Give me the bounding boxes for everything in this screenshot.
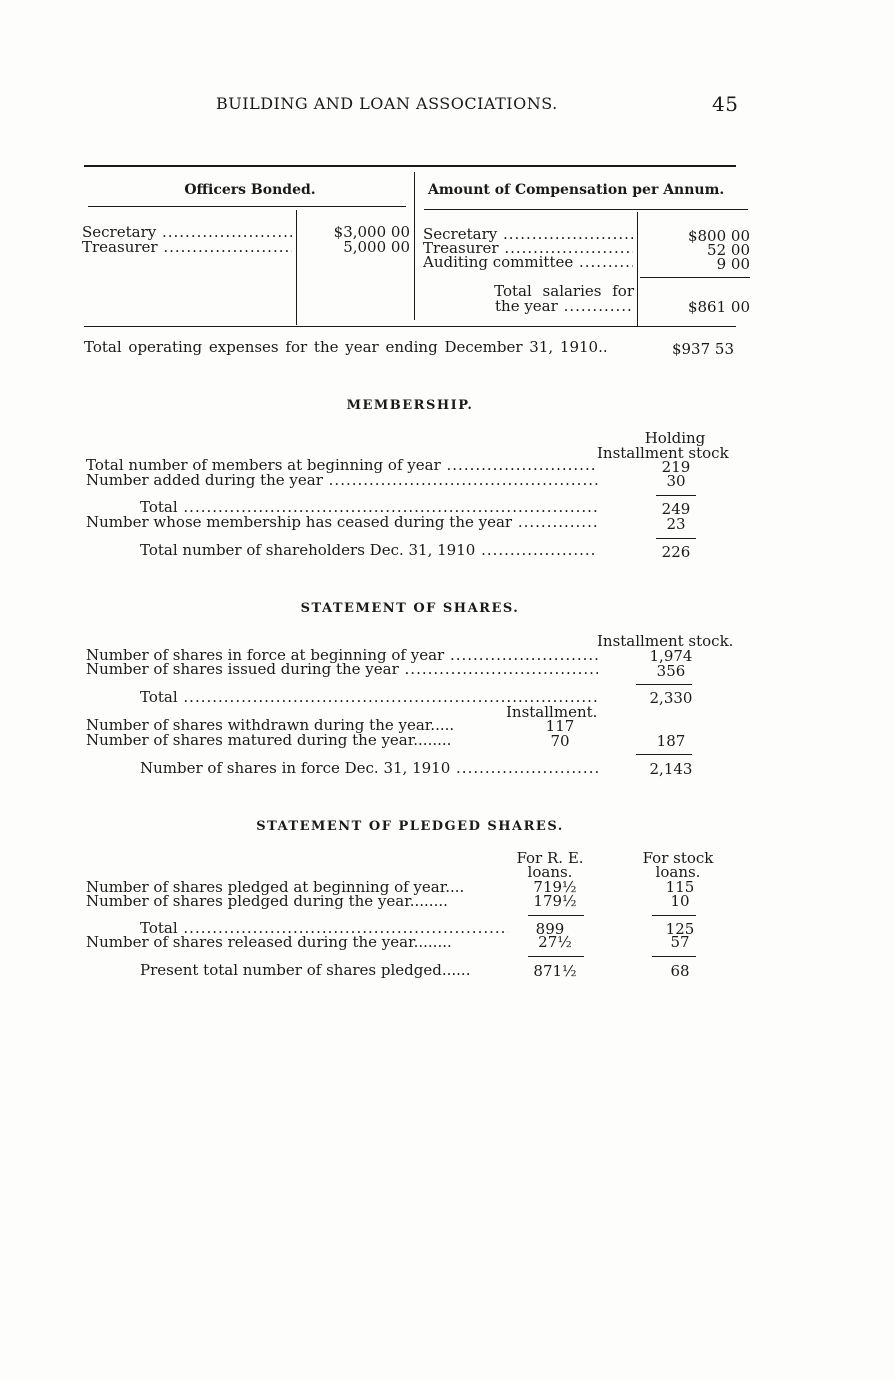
bonded-amount-divider: [296, 210, 297, 325]
pledged-row-stock: 125: [665, 920, 695, 938]
total-salaries-label: Total salaries for: [494, 282, 634, 300]
pledged-row-stock: 115: [665, 878, 695, 896]
pledged-row-label: Number of shares pledged at beginning of year....: [86, 878, 465, 896]
membership-row-label: Total .....: [140, 499, 598, 515]
shares-row-label: Number of shares withdrawn during the year.....: [86, 716, 455, 734]
pledged-row-re: 27½: [538, 933, 572, 951]
shares-row-label: Number of shares issued during the year .....: [86, 661, 598, 677]
membership-column-head: Installment stock: [597, 444, 729, 462]
shares-row-label: Number of shares in force at beginning of year .....: [86, 647, 598, 663]
compensation-heading-rule: [424, 209, 748, 210]
membership-row-value: 23: [666, 515, 686, 533]
pledged-row-re: 179½: [533, 892, 577, 910]
compensation-row-amount: $800 00: [687, 227, 750, 245]
pledged-stock-column-head: For stock: [642, 849, 714, 867]
pledged-re-column-head: For R. E.: [516, 849, 584, 867]
pledged-sum-rule: [528, 956, 584, 957]
membership-sum-rule: [656, 495, 696, 496]
pledged-sum-rule: [652, 915, 696, 916]
membership-column-head: Holding: [644, 429, 706, 447]
table-bottom-rule: [84, 326, 736, 327]
membership-row-value: 249: [661, 500, 691, 518]
operating-expenses-label: Total operating expenses for the year ending December 31, 1910..: [84, 338, 608, 356]
compensation-subtotal-rule: [640, 277, 750, 278]
membership-row-value: 226: [661, 543, 691, 561]
compensation-row-label: Secretary .....: [423, 226, 633, 242]
compensation-row-amount: 52 00: [707, 241, 750, 259]
shares-row-value: 1,974: [649, 647, 693, 665]
shares-sum-rule: [636, 684, 692, 685]
pledged-title: STATEMENT OF PLEDGED SHARES.: [256, 819, 564, 834]
shares-column-head: Installment stock.: [597, 632, 734, 650]
pledged-row-stock: 68: [670, 962, 690, 980]
pledged-row-re: 871½: [533, 962, 577, 980]
bonded-row-label: Treasurer .....: [82, 239, 292, 255]
officers-bonded-heading: Officers Bonded.: [184, 182, 316, 198]
shares-row-value: 2,330: [649, 689, 693, 707]
pledged-stock-column-head: loans.: [655, 863, 701, 881]
pledged-sum-rule: [528, 915, 584, 916]
shares-title: STATEMENT OF SHARES.: [300, 601, 520, 616]
membership-row-label: Number whose membership has ceased during the year .....: [86, 514, 598, 530]
bonded-row-label: Secretary .....: [82, 224, 292, 240]
bonded-heading-rule: [88, 206, 406, 207]
pledged-row-label: Total .....: [140, 920, 508, 936]
shares-row-value: 187: [656, 732, 686, 750]
pledged-row-stock: 10: [670, 892, 690, 910]
membership-row-value: 30: [666, 472, 686, 490]
shares-row-label: Number of shares matured during the year........: [86, 731, 452, 749]
compensation-row-label: Treasurer .....: [423, 240, 633, 256]
shares-row-sub-value: 70: [550, 732, 570, 750]
membership-title: MEMBERSHIP.: [346, 398, 474, 413]
compensation-row-amount: 9 00: [716, 255, 750, 273]
shares-row-sub-value: 117: [545, 717, 575, 735]
pledged-row-label: Number of shares released during the year........: [86, 933, 452, 951]
table-top-rule: [84, 165, 736, 167]
pledged-row-label: Number of shares pledged during the year........: [86, 892, 448, 910]
shares-row-value: 2,143: [649, 760, 693, 778]
pledged-re-column-head: loans.: [527, 863, 573, 881]
shares-row-value: 356: [656, 662, 686, 680]
total-salaries-amount: $861 00: [687, 298, 750, 316]
total-salaries-label: the year .....: [495, 298, 634, 314]
compensation-amount-divider: [637, 212, 638, 327]
compensation-row-label: Auditing committee .....: [423, 254, 633, 270]
page-number: 45: [712, 92, 739, 116]
operating-expenses-amount: $937 53: [671, 340, 734, 358]
running-head: BUILDING AND LOAN ASSOCIATIONS.: [216, 94, 558, 113]
pledged-row-re: 899: [535, 920, 565, 938]
membership-row-label: Number added during the year .....: [86, 472, 598, 488]
table-center-divider: [414, 172, 415, 320]
shares-row-label: Number of shares in force Dec. 31, 1910 .....: [140, 760, 598, 776]
membership-row-label: Total number of shareholders Dec. 31, 1910 .....: [140, 542, 598, 558]
bonded-row-amount: $3,000 00: [333, 223, 410, 241]
pledged-row-label: Present total number of shares pledged......: [140, 961, 471, 979]
membership-row-value: 219: [661, 458, 691, 476]
shares-sum-rule: [636, 754, 692, 755]
shares-row-label: Total .....: [140, 689, 598, 705]
pledged-row-re: 719½: [533, 878, 577, 896]
shares-sub-column-head: Installment.: [506, 703, 598, 721]
membership-row-label: Total number of members at beginning of year .....: [86, 457, 598, 473]
compensation-heading: Amount of Compensation per Annum.: [428, 182, 725, 198]
pledged-sum-rule: [652, 956, 696, 957]
bonded-row-amount: 5,000 00: [343, 238, 410, 256]
membership-sum-rule: [656, 538, 696, 539]
pledged-row-stock: 57: [670, 933, 690, 951]
